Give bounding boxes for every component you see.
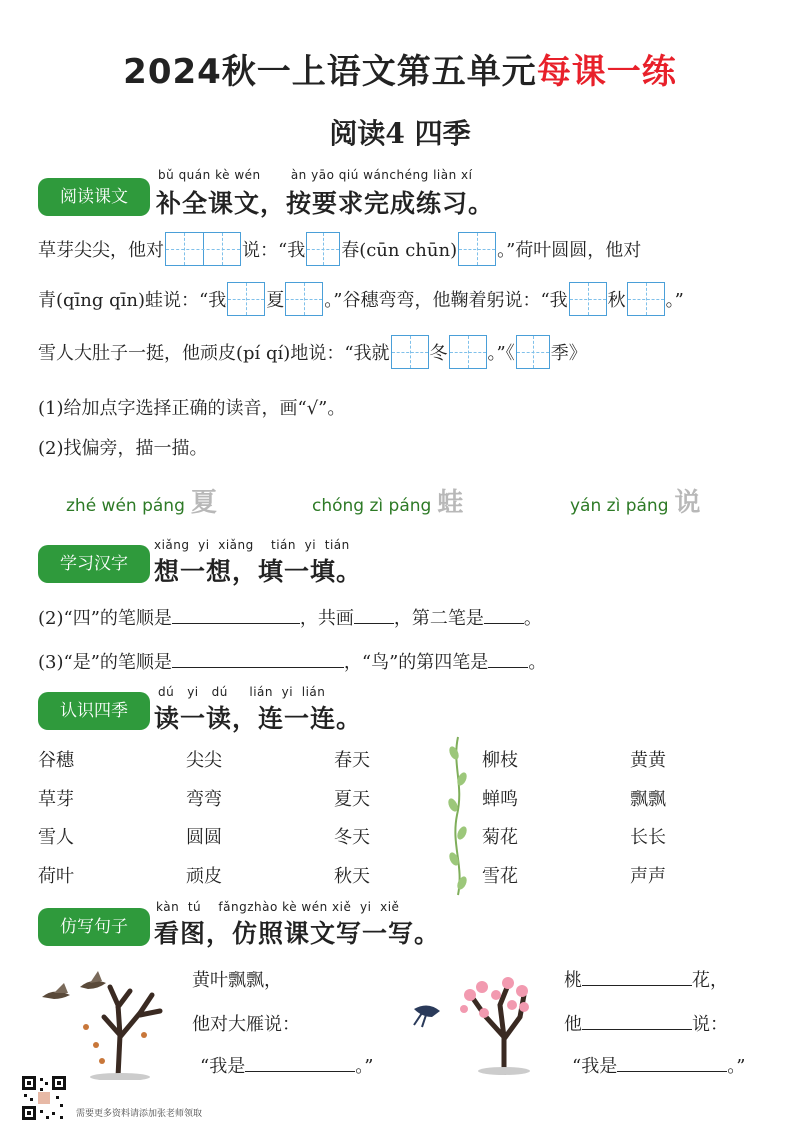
match-word[interactable]: 长长 bbox=[630, 827, 666, 848]
match-col-5 bbox=[630, 742, 666, 896]
answer-box[interactable] bbox=[458, 232, 496, 266]
question-1: (1)给加点字选择正确的读音，画“√”。 bbox=[38, 398, 346, 419]
page-title: 2024秋一上语文第五单元每课一练 bbox=[123, 52, 677, 92]
section2-pinyin: xiǎng yi xiǎng tián yi tián bbox=[154, 538, 350, 552]
page-subtitle: 阅读4 四季 bbox=[329, 117, 471, 150]
fill-blank[interactable] bbox=[172, 649, 344, 668]
writing-left-line-2: 他对大雁说： bbox=[192, 1014, 300, 1035]
passage-line-1: 草芽尖尖，他对 说：“我 春(cūn chūn) 。”荷叶圆圆，他对 bbox=[38, 232, 641, 266]
match-word[interactable]: 菊花 bbox=[482, 827, 518, 848]
writing-left-line-3: “我是 。” bbox=[200, 1052, 373, 1078]
fill-blank[interactable] bbox=[488, 649, 528, 668]
vine-divider-icon bbox=[448, 735, 468, 897]
trace-character[interactable]: 夏 bbox=[190, 488, 217, 518]
section1-heading: 补全课文，按要求完成练习。 bbox=[156, 189, 495, 218]
section4-heading: 看图，仿照课文写一写。 bbox=[154, 919, 441, 948]
match-word[interactable]: 顽皮 bbox=[186, 865, 222, 887]
answer-box[interactable] bbox=[227, 282, 265, 316]
section3-heading: 读一读，连一连。 bbox=[154, 704, 363, 733]
match-col-3 bbox=[334, 742, 370, 896]
section3-pinyin: dú yi dú lián yi lián bbox=[158, 685, 326, 699]
radical-item: yán zì páng 说 bbox=[570, 488, 701, 518]
fill-blank[interactable] bbox=[172, 605, 300, 624]
passage-line-2: 青(qīng qīn)蛙说：“我 夏 。”谷穗弯弯，他鞠着躬说：“我 秋 。” bbox=[38, 282, 684, 316]
passage-line-3: 雪人大肚子一挺，他顽皮(pí qí)地说：“我就 冬 。”《 季》 bbox=[38, 335, 587, 369]
writing-right-line-3: “我是 。” bbox=[572, 1052, 745, 1078]
trace-character[interactable]: 说 bbox=[674, 488, 701, 518]
radical-item: chóng zì páng 蛙 bbox=[312, 488, 464, 518]
section4-pinyin: kàn tú fǎngzhào kè wén xiě yi xiě bbox=[156, 900, 400, 914]
answer-box[interactable] bbox=[285, 282, 323, 316]
match-col-2 bbox=[186, 742, 222, 896]
match-word[interactable]: 雪花 bbox=[482, 865, 518, 887]
peach-blossom-swallow-icon bbox=[412, 965, 542, 1075]
match-word[interactable]: 春天 bbox=[334, 750, 370, 771]
question-stroke-shi: (3)“是”的笔顺是 ，“鸟”的第四笔是 。 bbox=[38, 648, 546, 674]
fill-blank[interactable] bbox=[582, 1011, 692, 1030]
fill-blank[interactable] bbox=[354, 605, 394, 624]
question-2: (2)找偏旁，描一描。 bbox=[38, 438, 208, 459]
match-word[interactable]: 弯弯 bbox=[186, 788, 222, 810]
radical-item: zhé wén páng 夏 bbox=[66, 488, 217, 518]
section1-pinyin: bǔ quán kè wén àn yāo qiú wánchéng liàn xí bbox=[158, 168, 473, 182]
match-word[interactable]: 圆圆 bbox=[186, 827, 222, 848]
writing-right-line-1: 桃 花， bbox=[564, 966, 728, 992]
autumn-tree-geese-icon bbox=[40, 965, 180, 1080]
fill-blank[interactable] bbox=[484, 605, 524, 624]
answer-box[interactable] bbox=[516, 335, 550, 369]
match-col-1 bbox=[38, 742, 74, 896]
match-word[interactable]: 冬天 bbox=[334, 827, 370, 848]
section-badge-characters: 学习汉字 bbox=[38, 545, 150, 583]
match-col-4 bbox=[482, 742, 518, 896]
question-stroke-si: (2)“四”的笔顺是 ，共画 ，第二笔是 。 bbox=[38, 604, 542, 630]
section-badge-seasons: 认识四季 bbox=[38, 692, 150, 730]
fill-blank[interactable] bbox=[617, 1053, 727, 1072]
footer-text: 需要更多资料请添加张老师领取 bbox=[76, 1109, 203, 1119]
answer-box[interactable] bbox=[306, 232, 340, 266]
match-word[interactable]: 谷穗 bbox=[38, 750, 74, 771]
match-word[interactable]: 秋天 bbox=[334, 865, 370, 887]
match-word[interactable]: 飘飘 bbox=[630, 788, 666, 810]
fill-blank[interactable] bbox=[582, 967, 692, 986]
answer-box[interactable] bbox=[449, 335, 487, 369]
match-word[interactable]: 荷叶 bbox=[38, 865, 74, 887]
fill-blank[interactable] bbox=[245, 1053, 355, 1072]
match-word[interactable]: 雪人 bbox=[38, 827, 74, 848]
answer-box[interactable] bbox=[627, 282, 665, 316]
answer-box[interactable] bbox=[165, 232, 241, 266]
match-word[interactable]: 黄黄 bbox=[630, 750, 666, 771]
writing-left-line-1: 黄叶飘飘， bbox=[192, 970, 282, 991]
title-highlight: 每课一练 bbox=[536, 52, 677, 92]
match-word[interactable]: 蝉鸣 bbox=[482, 788, 518, 810]
trace-character[interactable]: 蛙 bbox=[437, 488, 464, 518]
qr-code-icon[interactable] bbox=[20, 1074, 68, 1122]
match-word[interactable]: 夏天 bbox=[334, 788, 370, 810]
section-badge-reading: 阅读课文 bbox=[38, 178, 150, 216]
match-word[interactable]: 柳枝 bbox=[482, 750, 518, 771]
answer-box[interactable] bbox=[569, 282, 607, 316]
match-word[interactable]: 尖尖 bbox=[186, 750, 222, 771]
match-word[interactable]: 草芽 bbox=[38, 788, 74, 810]
match-word[interactable]: 声声 bbox=[630, 865, 666, 887]
section-badge-writing: 仿写句子 bbox=[38, 908, 150, 946]
section2-heading: 想一想，填一填。 bbox=[154, 557, 363, 586]
answer-box[interactable] bbox=[391, 335, 429, 369]
writing-right-line-2: 他 说： bbox=[564, 1010, 728, 1036]
